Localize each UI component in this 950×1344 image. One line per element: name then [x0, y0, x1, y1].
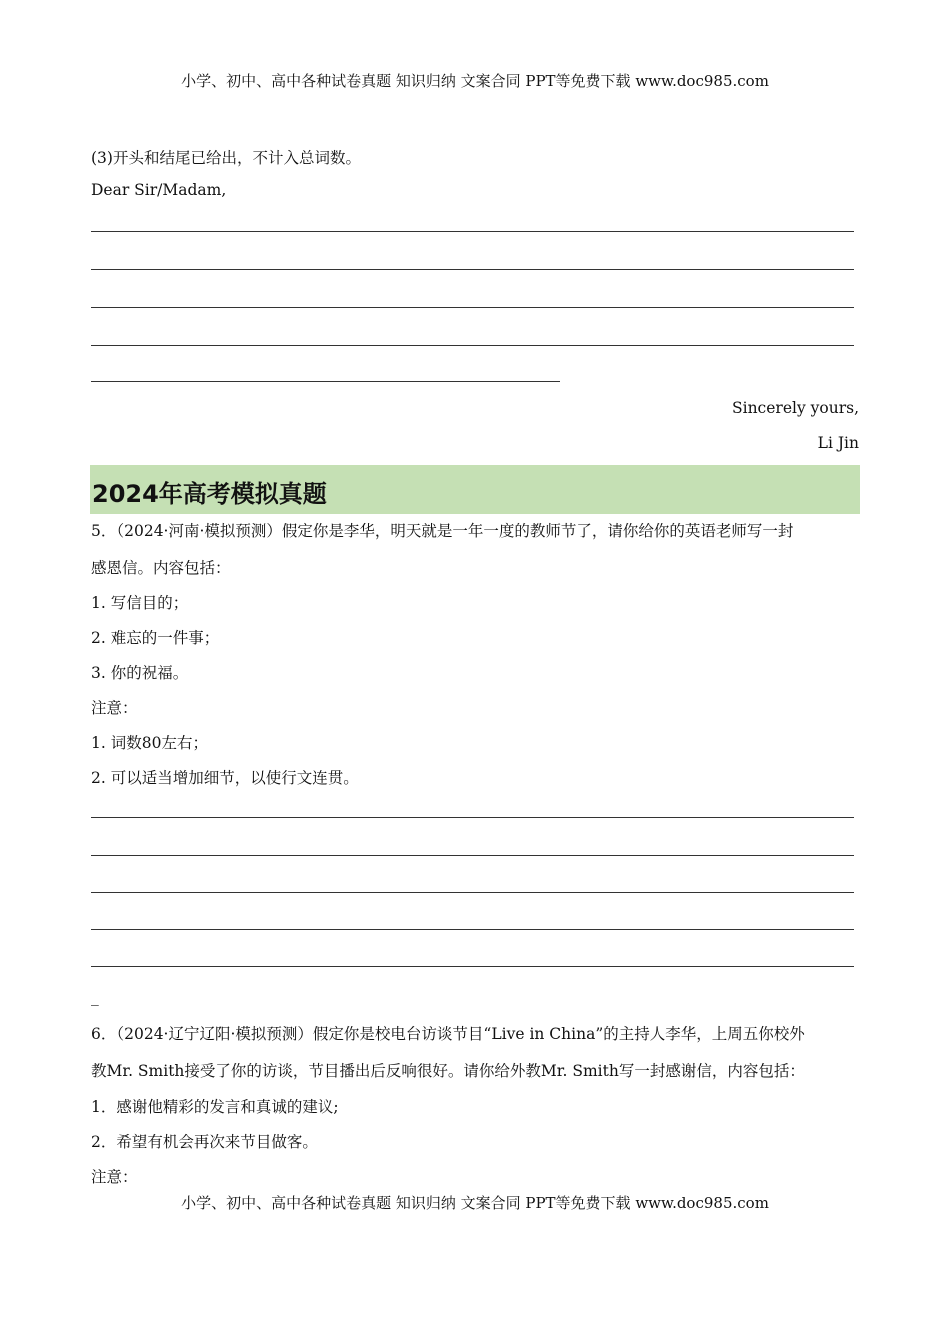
answer-line-short [91, 381, 560, 382]
q5-prompt-line2: 感恩信。内容包括： [91, 559, 231, 577]
q5-note-label: 注意： [91, 699, 138, 717]
section-title: 2024年高考模拟真题 [92, 480, 327, 508]
q6-prompt-line2: 教Mr. Smith接受了你的访谈，节目播出后反响很好。请你给外教Mr. Smith写一封感谢信，内容包括： [91, 1062, 805, 1080]
answer-line [91, 231, 854, 232]
q5-note-2: 2. 可以适当增加细节，以使行文连贯。 [91, 769, 359, 787]
answer-line [91, 966, 854, 967]
answer-line [91, 855, 854, 856]
q5-item-1: 1. 写信目的； [91, 594, 189, 612]
answer-line [91, 307, 854, 308]
q5-trailing-mark: _ [91, 988, 99, 1006]
answer-line [91, 929, 854, 930]
q5-prompt-line1: 5．（2024·河南·模拟预测）假定你是李华，明天就是一年一度的教师节了，请你给你的英语老师写一封 [91, 522, 794, 540]
letter-closing: Sincerely yours, [732, 399, 859, 417]
q6-item-1: 1．感谢他精彩的发言和真诚的建议; [91, 1098, 339, 1116]
word-count-note: (3)开头和结尾已给出，不计入总词数。 [91, 149, 361, 167]
answer-line [91, 892, 854, 893]
letter-signature: Li Jin [817, 434, 859, 452]
answer-line [91, 817, 854, 818]
q5-item-3: 3. 你的祝福。 [91, 664, 189, 682]
q6-note-label: 注意： [91, 1168, 138, 1186]
answer-line [91, 345, 854, 346]
q5-item-2: 2. 难忘的一件事； [91, 629, 220, 647]
q6-prompt-line1: 6．（2024·辽宁辽阳·模拟预测）假定你是校电台访谈节目“Live in China”的主持人李华，上周五你校外 [91, 1025, 805, 1043]
q5-note-1: 1. 词数80左右； [91, 734, 208, 752]
page-footer: 小学、初中、高中各种试卷真题 知识归纳 文案合同 PPT等免费下载 www.doc985.com [181, 1194, 769, 1212]
q6-item-2: 2．希望有机会再次来节目做客。 [91, 1133, 318, 1151]
page-header: 小学、初中、高中各种试卷真题 知识归纳 文案合同 PPT等免费下载 www.doc985.com [181, 72, 769, 90]
answer-line [91, 269, 854, 270]
letter-greeting: Dear Sir/Madam, [91, 181, 227, 199]
